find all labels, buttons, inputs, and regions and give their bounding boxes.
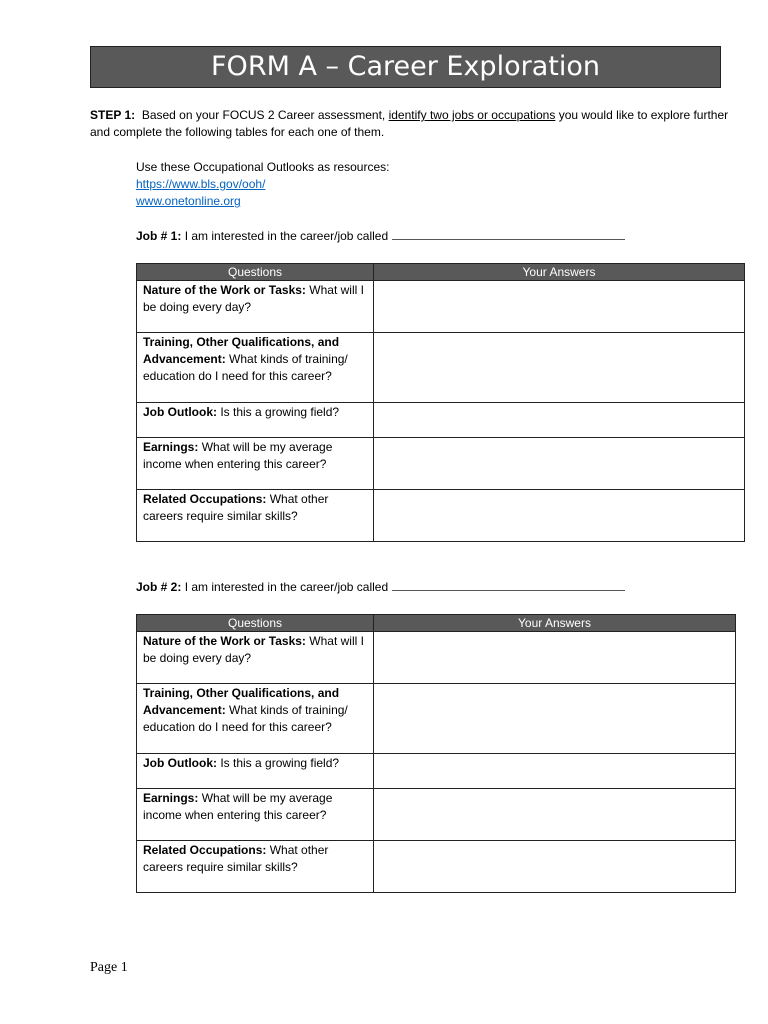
table-row: [137, 438, 745, 490]
question-text: Is this a growing field?: [220, 756, 340, 770]
question-bold: Related Occupations:: [143, 843, 267, 857]
job-2-table: [136, 614, 736, 893]
table-row: [137, 841, 736, 893]
answers-header: Your Answers: [374, 615, 736, 632]
question-text: What will be my average income when entering this career?: [143, 791, 333, 822]
answers-header: Your Answers: [374, 264, 745, 281]
job-2-blank-field[interactable]: [392, 579, 625, 591]
question-cell: [137, 684, 374, 754]
table-row: [137, 789, 736, 841]
question-cell: [137, 789, 374, 841]
question-bold: Nature of the Work or Tasks:: [143, 283, 306, 297]
answer-cell[interactable]: [374, 841, 736, 893]
step-1-text-before: Based on your FOCUS 2 Career assessment,: [141, 108, 386, 122]
step-1-underlined: identify two jobs or occupations: [388, 108, 556, 122]
answer-cell[interactable]: [374, 438, 745, 490]
answer-cell[interactable]: [374, 754, 736, 789]
form-title: FORM A – Career Exploration: [90, 46, 721, 88]
question-bold: Training, Other Qualifications, and Advancement:: [143, 686, 340, 717]
step-1-label: STEP 1:: [90, 108, 136, 122]
resources-block: [136, 159, 389, 210]
question-cell: [137, 632, 374, 684]
question-text: What other careers require similar skills?: [143, 492, 329, 523]
table-row: [137, 333, 745, 403]
question-cell: [137, 490, 374, 542]
question-text: What will I be doing every day?: [143, 634, 364, 665]
question-bold: Nature of the Work or Tasks:: [143, 634, 306, 648]
question-bold: Job Outlook:: [143, 756, 217, 770]
job-2-label: Job # 2:: [136, 580, 182, 594]
link-onetonline[interactable]: www.onetonline.org: [136, 194, 241, 208]
step-1-instructions: [90, 107, 730, 141]
question-cell: [137, 403, 374, 438]
question-cell: [137, 754, 374, 789]
question-bold: Related Occupations:: [143, 492, 267, 506]
job-1-table: [136, 263, 745, 542]
resources-intro: Use these Occupational Outlooks as resources:: [136, 160, 390, 174]
questions-header: Questions: [137, 615, 374, 632]
job-1-text: I am interested in the career/job called: [184, 229, 389, 243]
question-bold: Earnings:: [143, 440, 199, 454]
question-text: What will I be doing every day?: [143, 283, 364, 314]
job-1-line: [136, 228, 625, 245]
question-bold: Earnings:: [143, 791, 199, 805]
question-text: What other careers require similar skills?: [143, 843, 329, 874]
answer-cell[interactable]: [374, 789, 736, 841]
question-text: Is this a growing field?: [220, 405, 340, 419]
answer-cell[interactable]: [374, 632, 736, 684]
table-row: [137, 632, 736, 684]
question-bold: Training, Other Qualifications, and Advancement:: [143, 335, 340, 366]
answer-cell[interactable]: [374, 281, 745, 333]
link-bls-ooh[interactable]: https://www.bls.gov/ooh/: [136, 177, 266, 191]
table-row: [137, 490, 745, 542]
questions-header: Questions: [137, 264, 374, 281]
answer-cell[interactable]: [374, 333, 745, 403]
question-text: What kinds of training/ education do I need for this career?: [143, 352, 348, 383]
job-1-blank-field[interactable]: [392, 228, 625, 240]
table-row: [137, 684, 736, 754]
answer-cell[interactable]: [374, 403, 745, 438]
table-row: [137, 281, 745, 333]
question-cell: [137, 333, 374, 403]
question-bold: Job Outlook:: [143, 405, 217, 419]
page-number: Page 1: [90, 960, 128, 975]
answer-cell[interactable]: [374, 490, 745, 542]
question-cell: [137, 438, 374, 490]
answer-cell[interactable]: [374, 684, 736, 754]
question-text: What will be my average income when entering this career?: [143, 440, 333, 471]
question-cell: [137, 841, 374, 893]
question-cell: [137, 281, 374, 333]
question-text: What kinds of training/ education do I need for this career?: [143, 703, 348, 734]
job-2-line: [136, 579, 625, 596]
job-1-label: Job # 1:: [136, 229, 182, 243]
table-row: [137, 754, 736, 789]
step-1-text-after: you would like to explore further and complete the following tables for each one of them.: [90, 108, 729, 139]
job-2-text: I am interested in the career/job called: [184, 580, 389, 594]
table-row: [137, 403, 745, 438]
